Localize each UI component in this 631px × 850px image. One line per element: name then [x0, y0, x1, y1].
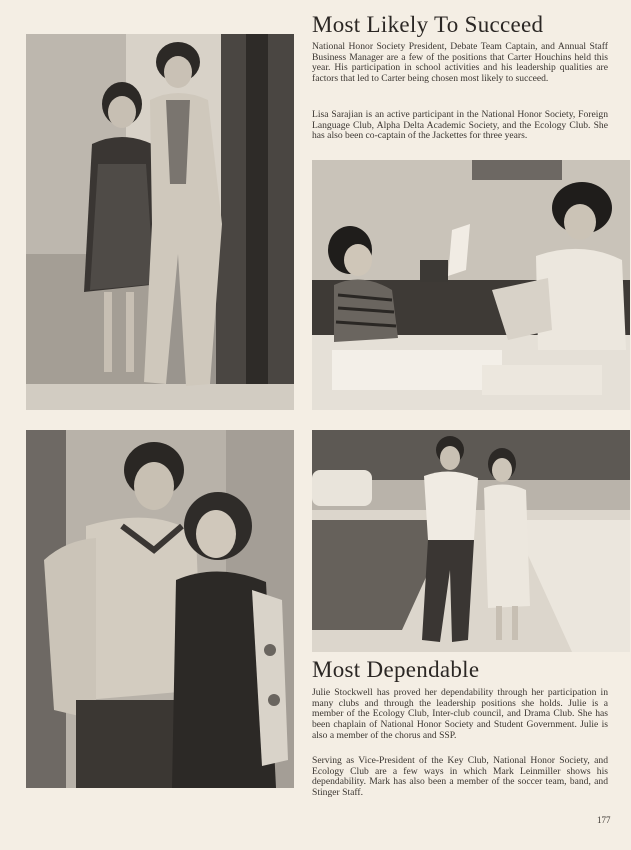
page-number: 177: [597, 815, 611, 825]
paragraph-lisa-sarajian: Lisa Sarajian is an active participant in the National Honor Society, Foreign Language Club, Alpha Delta Academic Society, and the Ecology Club. She has also been co-captain of the Jackettes for three years.: [312, 109, 608, 142]
photo-succeed-couple-at-sign: [26, 34, 294, 410]
section-title-most-likely-to-succeed: Most Likely To Succeed: [312, 12, 544, 37]
photo-succeed-office-desk: [312, 160, 630, 410]
photo-dependable-walking-couple: [312, 430, 630, 652]
paragraph-carter-houchins: National Honor Society President, Debate Team Captain, and Annual Staff Business Manager are a few of the positions that Carter Houchins held this year. His participation in school activities and his leadership qualities are factors that led to Carter being chosen most likely to succeed.: [312, 41, 608, 85]
section-title-most-dependable: Most Dependable: [312, 657, 480, 682]
photo-dependable-couple-portrait: [26, 430, 294, 788]
paragraph-julie-stockwell: Julie Stockwell has proved her dependability through her participation in many clubs and through the leadership positions she holds. Julie is a member of the Ecology Club, Inter-club council, and Drama Club. She has been chaplain of National Honor Society and Student Government. Julie is also a member of the chorus and SSP.: [312, 687, 608, 741]
paragraph-mark-leinmiller: Serving as Vice-President of the Key Club, National Honor Society, and Ecology Club are a few ways in which Mark Leinmiller shows his dependability. Mark has also been a member of the soccer team, band, and Stinger Staff.: [312, 755, 608, 799]
